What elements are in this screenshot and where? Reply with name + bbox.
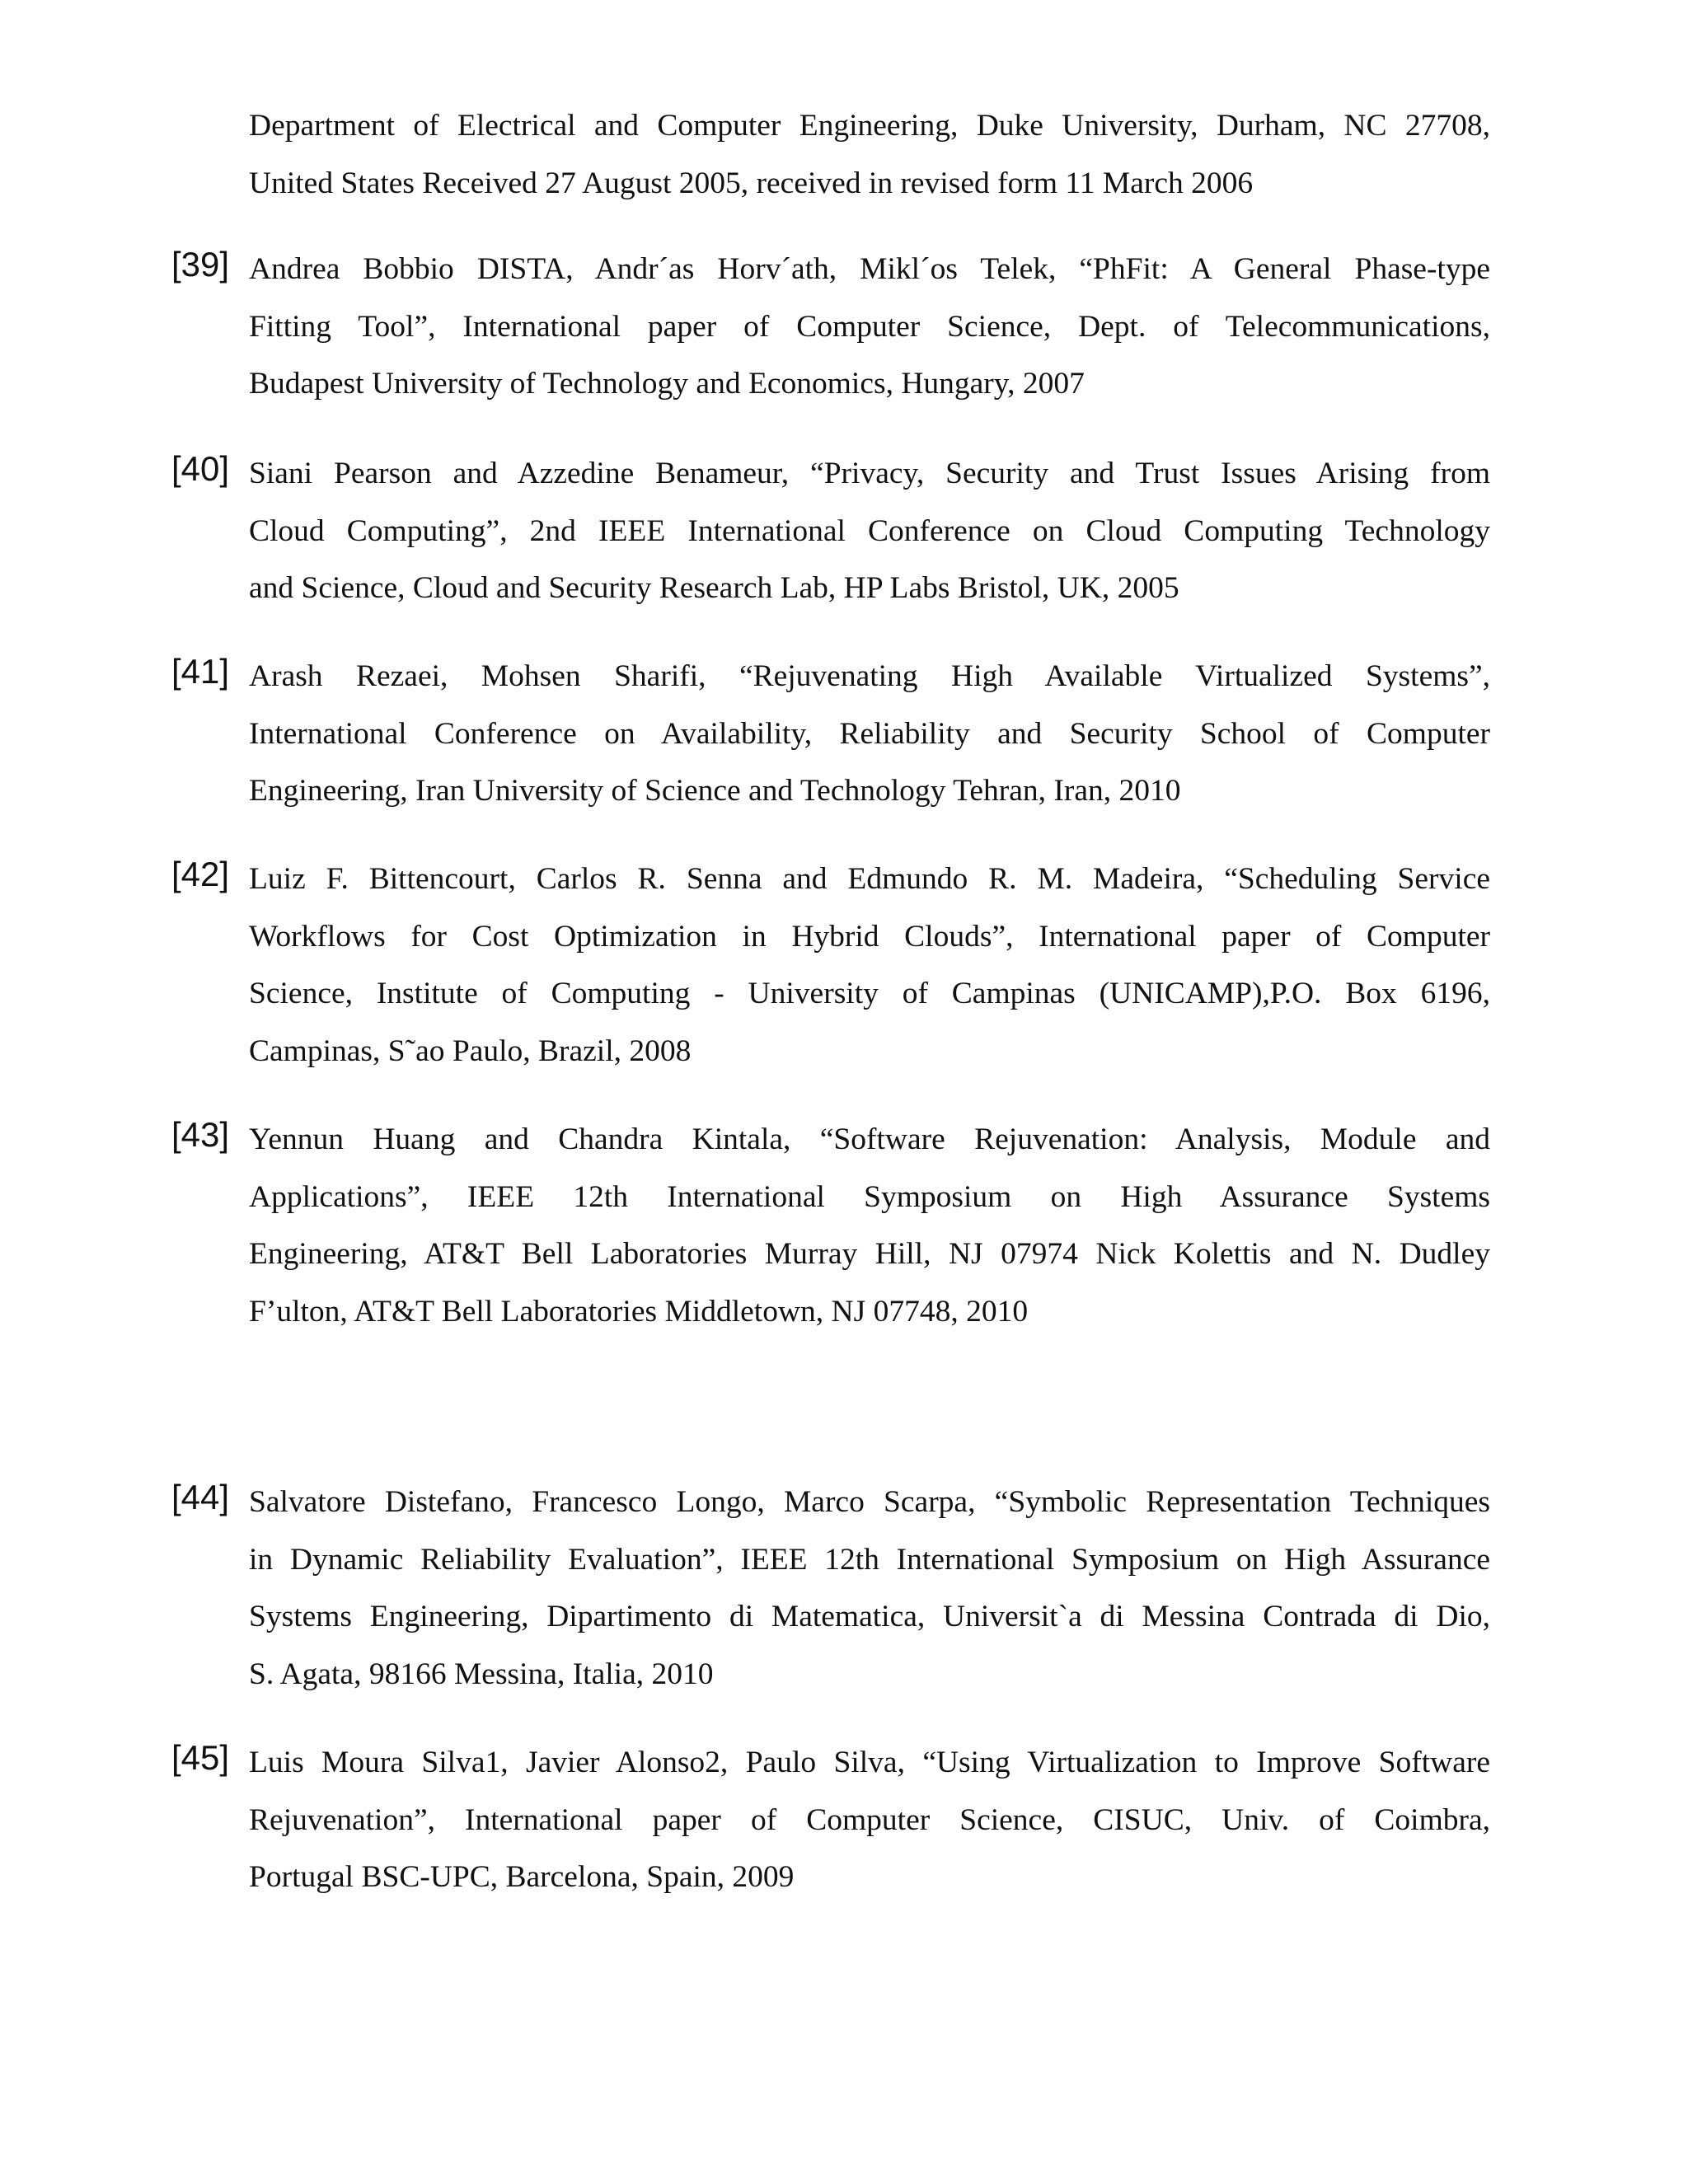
reference-number: [43] [171,1115,230,1154]
reference-line: Systems Engineering, Dipartimento di Matematica, Universit`a di Messina Contrada di Dio, [249,1600,1490,1633]
reference-line: Cloud Computing”, 2nd IEEE International Conference on Cloud Computing Technology [249,513,1490,548]
reference-line: Budapest University of Technology and Economics, Hungary, 2007 [249,367,1085,401]
reference-line: Yennun Huang and Chandra Kintala, “Software Rejuvenation: Analysis, Module and [249,1122,1490,1156]
reference-line: Andrea Bobbio DISTA, Andr´as Horv´ath, Mikl´os Telek, “PhFit: A General Phase-type [249,252,1490,286]
reference-line: F’ulton, AT&T Bell Laboratories Middletown, NJ 07748, 2010 [249,1294,1029,1329]
reference-line: Arash Rezaei, Mohsen Sharifi, “Rejuvenating High Available Virtualized Systems”, [249,659,1490,693]
reference-line: in Dynamic Reliability Evaluation”, IEEE 12th International Symposium on High Assurance [249,1542,1490,1577]
reference-text [249,97,1490,212]
reference-text [249,1111,1490,1340]
reference-line: Department of Electrical and Computer Engineering, Duke University, Durham, NC 27708, [249,109,1490,143]
reference-line: Luis Moura Silva1, Javier Alonso2, Paulo Silva, “Using Virtualization to Improve Software [249,1746,1490,1779]
reference-line: Salvatore Distefano, Francesco Longo, Marco Scarpa, “Symbolic Representation Techniques [249,1485,1490,1519]
reference-text [249,1734,1490,1906]
reference-line: Fitting Tool”, International paper of Computer Science, Dept. of Telecommunications, [249,309,1490,344]
reference-line: Rejuvenation”, International paper of Computer Science, CISUC, Univ. of Coimbra, [249,1802,1490,1837]
reference-number: [40] [171,449,230,488]
reference-text [249,851,1490,1080]
reference-line: Workflows for Cost Optimization in Hybrid Clouds”, International paper of Computer [249,919,1490,954]
reference-text [249,1474,1490,1703]
reference-number: [44] [171,1478,230,1516]
reference-line: Luiz F. Bittencourt, Carlos R. Senna and Edmundo R. M. Madeira, “Scheduling Service [249,862,1490,896]
reference-text [249,241,1490,413]
reference-line: United States Received 27 August 2005, received in revised form 11 March 2006 [249,166,1254,200]
reference-line: Applications”, IEEE 12th International Symposium on High Assurance Systems [249,1179,1490,1214]
reference-line: Campinas, S˜ao Paulo, Brazil, 2008 [249,1033,692,1068]
reference-line: International Conference on Availability, Reliability and Security School of Computer [249,716,1490,751]
reference-number: [39] [171,245,230,284]
reference-text [249,445,1490,617]
reference-text [249,648,1490,820]
reference-number: [41] [171,652,230,691]
reference-number: [42] [171,855,230,893]
reference-line: Portugal BSC-UPC, Barcelona, Spain, 2009 [249,1860,795,1894]
reference-line: Engineering, Iran University of Science and Technology Tehran, Iran, 2010 [249,774,1181,808]
reference-line: Science, Institute of Computing - University of Campinas (UNICAMP),P.O. Box 6196, [249,977,1490,1010]
reference-number: [45] [171,1738,230,1777]
reference-line: S. Agata, 98166 Messina, Italia, 2010 [249,1657,714,1691]
reference-line: Siani Pearson and Azzedine Benameur, “Privacy, Security and Trust Issues Arising from [249,457,1490,490]
reference-line: and Science, Cloud and Security Research Lab, HP Labs Bristol, UK, 2005 [249,571,1179,605]
reference-line: Engineering, AT&T Bell Laboratories Murray Hill, NJ 07974 Nick Kolettis and N. Dudley [249,1237,1490,1271]
